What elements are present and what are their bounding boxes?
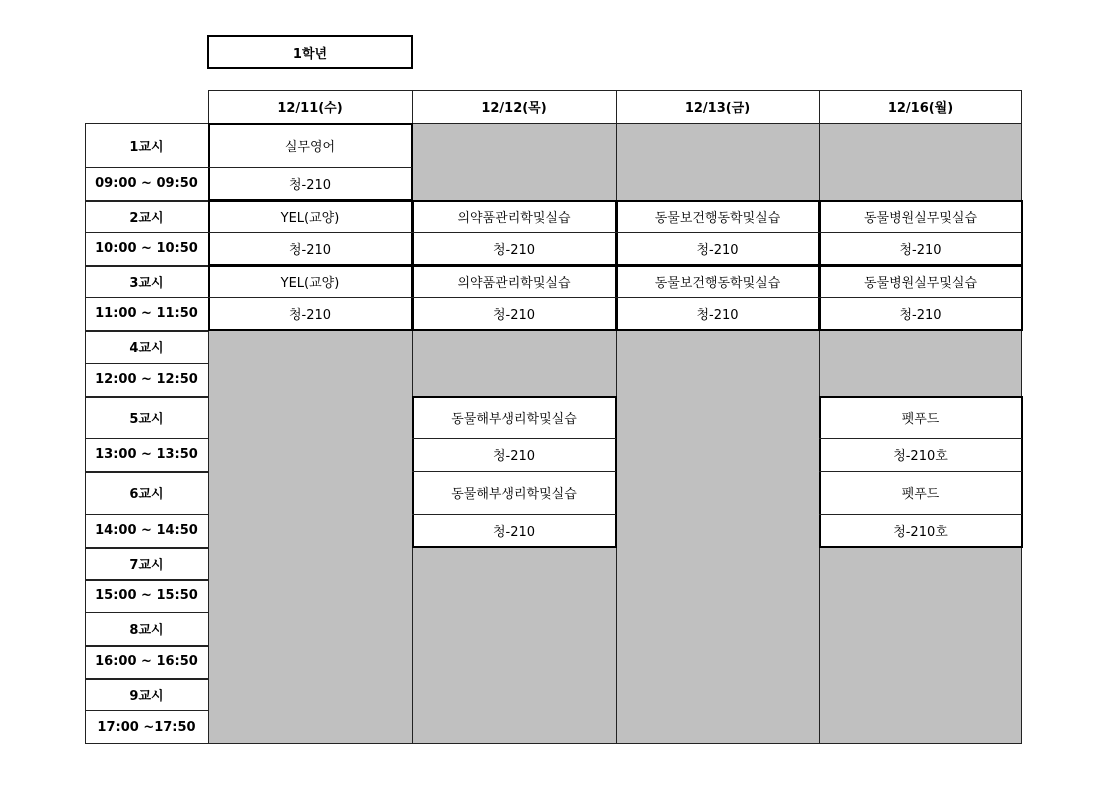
class-subject: 동물보건행동학및실습	[654, 275, 781, 291]
period-label: 1교시	[129, 139, 164, 155]
class-room: 청-210	[696, 243, 739, 258]
class-room: 청-210	[899, 243, 942, 258]
empty-slot	[208, 330, 412, 744]
class-room: 청-210	[492, 525, 536, 540]
period-label: 7교시	[129, 557, 164, 573]
period-label: 6교시	[129, 487, 164, 502]
period-label: 9교시	[129, 688, 164, 704]
period-time: 14:00 ~ 14:50	[95, 523, 198, 538]
period-time: 17:00 ~17:50	[97, 719, 196, 735]
period-label: 2교시	[129, 210, 164, 226]
period-label: 3교시	[129, 275, 164, 291]
class-subject: YEL(교양)	[280, 275, 340, 291]
class-subject: 펫푸드	[901, 487, 940, 502]
class-subject: 동물병원실무및실습	[863, 210, 978, 226]
empty-slot	[412, 547, 616, 744]
empty-slot	[819, 547, 1022, 744]
class-room: 청-210	[899, 308, 942, 323]
empty-slot	[412, 123, 1022, 200]
period-time: 15:00 ~ 15:50	[95, 588, 198, 603]
class-subject: 동물해부생리학및실습	[451, 487, 577, 502]
class-subject: YEL(교양)	[280, 210, 340, 226]
empty-slot	[412, 330, 616, 396]
empty-slot	[819, 330, 1022, 396]
class-subject: 실무영어	[284, 139, 336, 155]
period-time: 13:00 ~ 13:50	[95, 447, 198, 462]
day-header-mon: 12/16(월)	[887, 101, 954, 116]
day-header-fri: 12/13(금)	[684, 101, 751, 116]
class-room: 청-210	[288, 308, 332, 323]
period-label: 8교시	[129, 623, 164, 638]
period-time: 10:00 ~ 10:50	[95, 241, 198, 256]
class-subject: 동물해부생리학및실습	[451, 411, 577, 427]
period-label: 4교시	[129, 341, 164, 356]
class-subject: 의약품관리학및실습	[457, 210, 571, 226]
class-room: 청-210	[696, 308, 739, 323]
class-subject: 동물병원실무및실습	[863, 275, 978, 291]
day-header-wed: 12/11(수)	[277, 101, 343, 116]
class-room: 청-210	[492, 449, 536, 464]
class-room: 청-210	[288, 178, 332, 193]
class-room: 청-210	[492, 308, 536, 323]
class-subject: 동물보건행동학및실습	[654, 210, 781, 226]
class-room: 청-210호	[893, 449, 948, 464]
period-time: 09:00 ~ 09:50	[95, 176, 198, 191]
class-room: 청-210	[288, 243, 332, 258]
class-subject: 펫푸드	[901, 411, 940, 427]
grade-label: 1학년	[207, 35, 413, 69]
empty-slot	[616, 330, 819, 744]
period-label: 5교시	[129, 411, 164, 427]
day-header-thu: 12/12(목)	[481, 101, 547, 116]
class-room: 청-210호	[893, 525, 948, 540]
period-time: 16:00 ~ 16:50	[95, 654, 198, 669]
class-subject: 의약품관리학및실습	[457, 275, 571, 291]
class-room: 청-210	[492, 243, 536, 258]
period-time: 12:00 ~ 12:50	[95, 372, 198, 387]
period-time: 11:00 ~ 11:50	[95, 306, 198, 321]
